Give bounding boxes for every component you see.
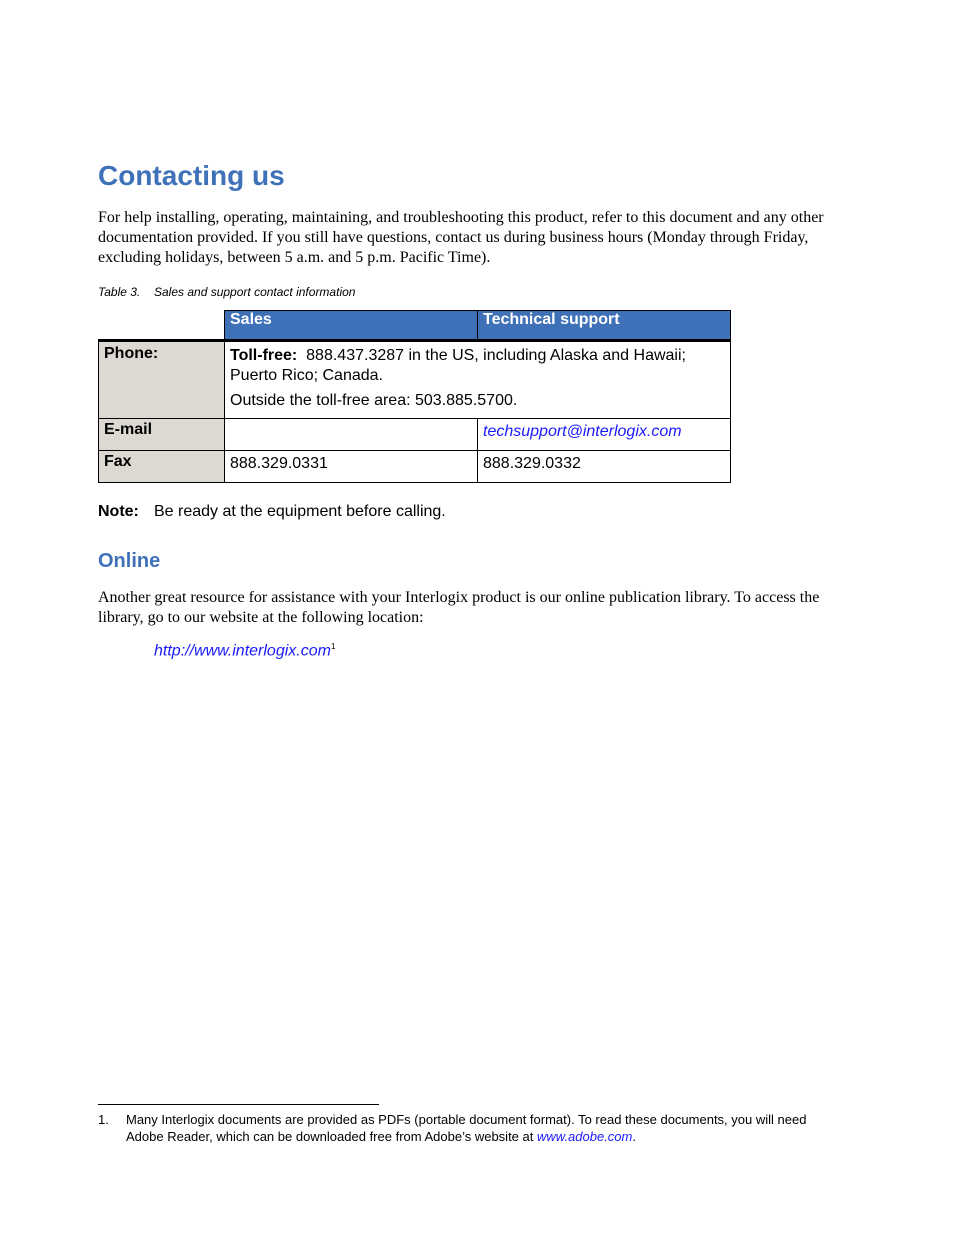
outside-tollfree-line: Outside the toll-free area: 503.885.5700.: [230, 392, 518, 409]
note-label: Note:: [98, 503, 139, 520]
contact-table: [98, 310, 731, 483]
table-header-row: [99, 311, 731, 341]
row-header-email: E-mail: [99, 419, 225, 451]
tollfree-text: 888.437.3287 in the US, including Alaska and Hawaii; Puerto Rico; Canada.: [230, 347, 686, 384]
footnote-number: 1.: [98, 1112, 109, 1127]
footnote: [98, 1111, 838, 1145]
table-row-phone: [99, 341, 731, 419]
website-url-line: [154, 637, 335, 661]
footnote-body: [126, 1111, 838, 1145]
footnote-divider: [98, 1104, 379, 1105]
email-support-cell: [478, 419, 731, 451]
tollfree-line: [230, 346, 725, 386]
row-header-phone: Phone:: [99, 341, 225, 419]
fax-support-cell: 888.329.0332: [478, 451, 731, 483]
table-row-fax: [99, 451, 731, 483]
note-text: Be ready at the equipment before calling.: [154, 503, 446, 520]
tollfree-label: Toll-free:: [230, 347, 298, 364]
fax-sales-cell: 888.329.0331: [225, 451, 478, 483]
intro-paragraph: For help installing, operating, maintaining, and troubleshooting this product, refer to this document and any other documentation provided. If you still have questions, contact us during business hours (Monday through Friday, excluding holidays, between 5 a.m. and 5 p.m. Pacific Time).: [98, 209, 824, 266]
adobe-link[interactable]: www.adobe.com: [536, 1129, 633, 1144]
table-caption-text: Sales and support contact information: [154, 285, 356, 299]
note: [98, 502, 446, 522]
phone-cell: [225, 341, 731, 419]
footnote-end: .: [632, 1129, 636, 1144]
email-sales-cell: [225, 419, 478, 451]
table-caption-number: Table 3.: [98, 285, 141, 299]
footnote-reference: 1: [330, 642, 336, 651]
table-row-email: [99, 419, 731, 451]
footnote-text: Many Interlogix documents are provided as PDFs (portable document format). To read these documents, you will need Adobe Reader, which can be downloaded free from Adobe’s website at: [126, 1112, 807, 1144]
online-paragraph: Another great resource for assistance with your Interlogix product is our online publication library. To access the library, go to our website at the following location:: [98, 589, 820, 626]
column-header-technical-support: Technical support: [478, 311, 731, 341]
column-header-sales: Sales: [225, 311, 478, 341]
table-caption: [98, 284, 355, 300]
website-link[interactable]: http://www.interlogix.com: [154, 642, 331, 660]
table-header-blank: [99, 311, 225, 341]
support-email-link[interactable]: techsupport@interlogix.com: [483, 423, 682, 440]
section-heading-online: Online: [98, 550, 161, 572]
page-title: Contacting us: [98, 160, 285, 191]
row-header-fax: Fax: [99, 451, 225, 483]
